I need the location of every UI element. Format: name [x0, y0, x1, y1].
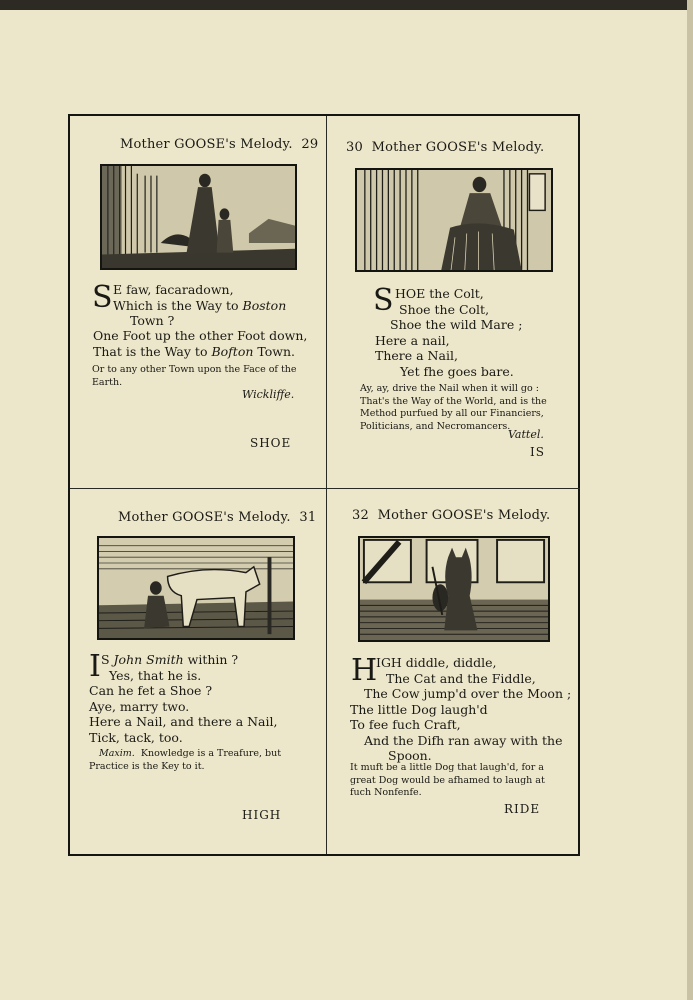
running-head-title: Mother GOOSE's Melody.: [118, 510, 291, 525]
page-number: 31: [299, 510, 317, 525]
running-head: [352, 508, 550, 523]
drop-cap: H: [351, 653, 378, 688]
verse: [376, 655, 536, 686]
woodcut-cat-fiddle-illustration: [358, 536, 550, 642]
verse-line: [93, 344, 307, 360]
verse-continued: [93, 328, 307, 359]
catchword: HIGH: [242, 808, 282, 822]
verse-line: Here a nail,: [375, 332, 450, 348]
column-divider: [326, 116, 327, 854]
verse-line: And the Difh ran away with the: [364, 732, 563, 748]
verse-line: HOE the Colt,: [395, 286, 484, 301]
verse-line: Here a Nail, and there a Nail,: [89, 714, 278, 729]
drop-cap: S: [92, 280, 113, 315]
page-number: 30: [346, 140, 363, 155]
verse-line: Shoe the wild Mare ;: [390, 317, 523, 332]
attribution: Wickliffe.: [242, 388, 295, 401]
verse-line: One Foot up the other Foot down,: [93, 328, 308, 343]
running-head: [120, 137, 318, 152]
verse-line: There a Nail,: [375, 348, 458, 363]
row-divider: [70, 488, 580, 489]
woodcut-seated-woman-illustration: [355, 168, 553, 272]
verse: [101, 652, 238, 683]
verse-text: Which is the Way to: [113, 297, 243, 313]
drop-cap: S: [373, 283, 394, 318]
catchword: RIDE: [504, 802, 541, 816]
note-label: Maxim.: [99, 748, 135, 759]
page-number: 29: [301, 137, 319, 152]
verse-line: Yes, that he is.: [109, 667, 202, 683]
person-name: John Smith: [113, 652, 184, 667]
running-head-title: Mother GOOSE's Melody.: [120, 137, 293, 152]
catchword: SHOE: [250, 436, 292, 450]
woodcut-mother-child-illustration: [100, 164, 297, 270]
verse-continued: [350, 686, 571, 764]
verse-text: within ?: [183, 652, 239, 667]
verse-line: [101, 652, 238, 668]
moral-note: It muft be a little Dog that laugh'd, for a great Dog would be afhamed to laugh at fuch Nonfenfe.: [350, 762, 545, 798]
verse-line: Shoe the Colt,: [399, 301, 490, 317]
verse-line: Town ?: [130, 313, 175, 328]
woodcut-blacksmith-horse-illustration: [97, 536, 295, 640]
page-margin: [687, 0, 693, 1000]
moral-note: [89, 748, 303, 773]
verse: [395, 286, 489, 317]
drop-cap: I: [89, 649, 101, 684]
verse-line: Aye, marry two.: [89, 698, 190, 714]
running-head: [346, 140, 544, 155]
verse-line: Tick, tack, too.: [89, 729, 183, 745]
verse-line: [113, 298, 286, 314]
running-head: [118, 510, 316, 525]
verse-line: To fee fuch Craft,: [350, 717, 461, 732]
verse-line: IGH diddle, diddle,: [376, 655, 497, 670]
catchword: IS: [530, 445, 545, 459]
verse-text: Town.: [253, 343, 295, 359]
running-head-title: Mother GOOSE's Melody.: [377, 508, 551, 523]
place-name: Boston: [242, 297, 287, 313]
verse-line: Spoon.: [388, 748, 432, 763]
note-text: Knowledge is a Treafure, but Practice is the Key to it.: [89, 748, 282, 772]
verse-continued: [89, 683, 277, 745]
place-name: Bofton: [211, 343, 254, 359]
verse-text: That is the Way to: [93, 343, 212, 359]
moral-note: Ay, ay, drive the Nail when it will go : That's the Way of the World, and is the Method purfued by all our Financiers, Politicians, and Necromancers.: [360, 383, 547, 432]
book-edge: [0, 0, 693, 10]
verse-line: E faw, facaradown,: [113, 282, 234, 297]
verse: [113, 282, 286, 329]
page-number: 32: [352, 508, 369, 523]
verse-line: Yet fhe goes bare.: [400, 363, 514, 379]
attribution: Vattel.: [508, 428, 544, 441]
verse-line: The little Dog laugh'd: [350, 701, 488, 717]
verse-text: S: [101, 652, 114, 667]
verse-line: The Cat and the Fiddle,: [386, 670, 536, 686]
verse-continued: [375, 317, 522, 379]
verse-line: The Cow jump'd over the Moon ;: [364, 686, 572, 701]
verse-line: Can he fet a Shoe ?: [89, 683, 213, 698]
moral-note: Or to any other Town upon the Face of the Earth.: [92, 364, 297, 388]
running-head-title: Mother GOOSE's Melody.: [371, 140, 545, 155]
